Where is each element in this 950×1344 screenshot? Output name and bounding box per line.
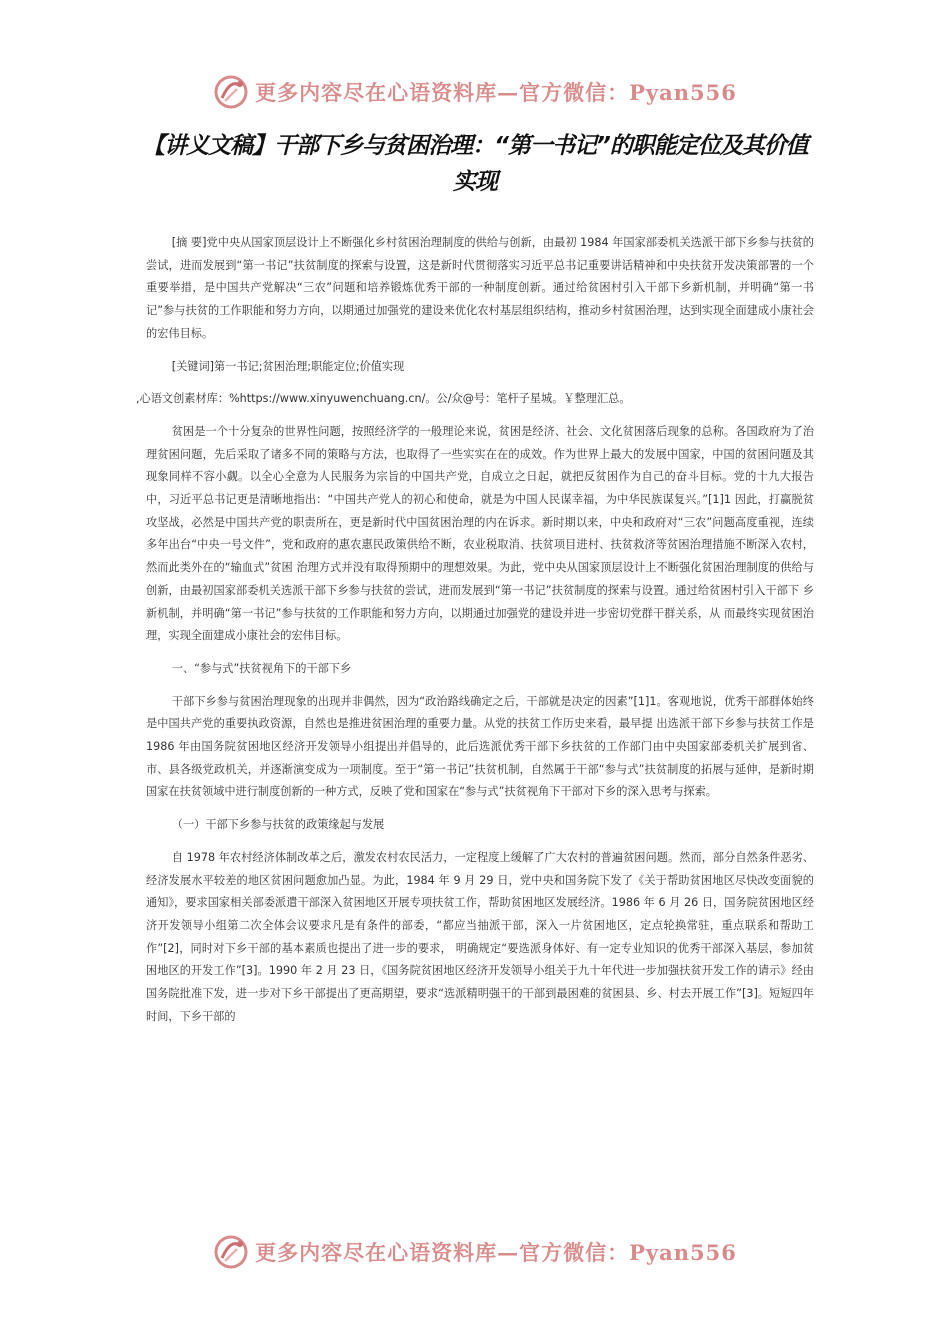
watermark-text: 更多内容尽在心语资料库—官方微信：Pyan556: [255, 80, 737, 105]
subsection-1-heading: （一）干部下乡参与扶贫的政策缘起与发展: [171, 818, 385, 832]
subsection-1-paragraph: 自 1978 年农村经济体制改革之后，激发农村农民活力，一定程度上缓解了广大农村的普遍贫困问题。然而，部分自然条件恶劣、经济发展水平较差的地区贫困问题愈加凸显。为此，1984 年 9 月 29 日，党中央和国务院下发了《关于帮助贫困地区尽快改变面貌的通知》，要求国家相关部委派遣干部深入贫困地区开展专项扶贫工作，帮助贫困地区发展经济。1986 年 6 月 26 日，国务院贫困地区经济开发领导小组第二次全体会议要求凡是有条件的部委，“都应当抽派干部，深入一片贫困地区，定点轮换常驻，重点联系和帮助工作”[2]，同时对下乡干部的基本素质也提出了进一步的要求， 明确规定“要选派身体好、有一定专业知识的优秀干部深入基层，参加贫困地区的开发工作”[3]。1990 年 2 月 23 日，《国务院贫困地区经济开发领导小组关于九十年代进一步加强扶贫开发工作的请示》经由国务院批准下发，进一步对下乡干部提出了更高期望，要求“选派精明强干的干部到最困难的贫困县、乡、村去开展工作”[3]。短短四年时间，下乡干部的: [146, 850, 814, 1023]
source-note: ,心语文创素材库：%https://www.xinyuwenchuang.cn/。公/众@号：笔杆子星城。￥整理汇总。: [136, 392, 631, 406]
watermark-text: 更多内容尽在心语资料库—官方微信：Pyan556: [255, 1240, 737, 1265]
brand-logo-icon: [213, 1234, 249, 1270]
brand-logo-icon: [213, 74, 249, 110]
intro-paragraph: 贫困是一个十分复杂的世界性问题，按照经济学的一般理论来说，贫困是经济、社会、文化贫困落后现象的总称。各国政府为了治理贫困问题，先后采取了诸多不同的策略与方法，也取得了一些实实在在的成效。作为世界上最大的发展中国家，中国的贫困问题及其现象同样不容小觑。以全心全意为人民服务为宗旨的中国共产党，自成立之日起，就把反贫困作为自己的奋斗目标。党的十九大报告中，习近平总书记更是清晰地指出：“中国共产党人的初心和使命，就是为中国人民谋幸福，为中华民族谋复兴。”[1]1 因此，打赢脱贫攻坚战，必然是中国共产党的职责所在，更是新时代中国贫困治理的内在诉求。新时期以来，中央和政府对“三农”问题高度重视，连续多年出台“中央一号文件”，党和政府的惠农惠民政策供给不断，农业税取消、扶贫项目进村、扶贫救济等贫困治理措施不断深入农村，然而此类外在的“输血式”贫困 治理方式并没有取得预期中的理想效果。为此，党中央从国家顶层设计上不断强化贫困治理制度的供给与创新，由最初国家部委机关选派干部下乡参与扶贫的尝试，进而发展到“第一书记”扶贫制度的探索与设置。通过给贫困村引入干部下 乡新机制，并明确“第一书记”参与扶贫的工作职能和努力方向，以期通过加强党的建设并进一步密切党群干群关系，从 而最终实现贫困治理，实现全面建成小康社会的宏伟目标。: [146, 424, 814, 643]
keywords-paragraph: [关键词]第一书记;贫困治理;职能定位;价值实现: [171, 359, 405, 373]
document-body: [136, 232, 814, 1039]
footer-watermark-banner: [0, 1232, 950, 1272]
document-title: 【讲义文稿】干部下乡与贫困治理：“第一书记”的职能定位及其价值实现: [142, 133, 808, 195]
header-watermark-banner: [0, 72, 950, 112]
section-1-paragraph: 干部下乡参与贫困治理现象的出现并非偶然，因为“政治路线确定之后，干部就是决定的因素”[1]1。客观地说，优秀干部群体始终是中国共产党的重要执政资源，自然也是推进贫困治理的重要力量。从党的扶贫工作历史来看，最早提 出选派干部下乡参与扶贫工作是 1986 年由国务院贫困地区经济开发领导小组提出并倡导的，此后选派优秀干部下乡扶贫的工作部门由中央国家部委机关扩展到省、市、县各级党政机关，并逐渐演变成为一项制度。至于“第一书记”扶贫机制，自然属于干部“参与式”扶贫制度的拓展与延伸，是新时期国家在扶贫领域中进行制度创新的一种方式，反映了党和国家在“参与式”扶贫视角下干部对下乡的深入思考与探索。: [146, 694, 814, 799]
section-1-heading: 一、“参与式”扶贫视角下的干部下乡: [171, 661, 352, 675]
abstract-paragraph: [摘 要]党中央从国家顶层设计上不断强化乡村贫困治理制度的供给与创新，由最初 1984 年国家部委机关选派干部下乡参与扶贫的尝试，进而发展到“第一书记”扶贫制度的探索与设置，这是新时代贯彻落实习近平总书记重要讲话精神和中央扶贫开发决策部署的一个重要举措，是中国共产党解决“三农”问题和培养锻炼优秀干部的一种制度创新。通过给贫困村引入干部下乡新机制，并明确“第一书记”参与扶贫的工作职能和努力方向，以期通过加强党的建设来优化农村基层组织结构，推动乡村贫困治理，达到实现全面建成小康社会的宏伟目标。: [146, 236, 814, 340]
